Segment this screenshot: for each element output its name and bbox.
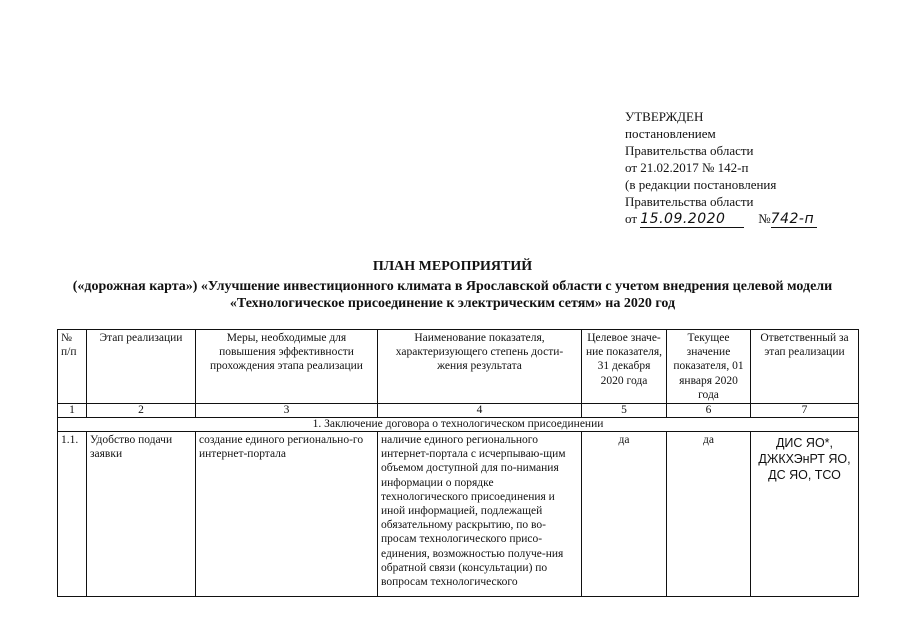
column-number: 4: [378, 404, 582, 418]
approval-block: [625, 108, 817, 228]
approval-line-date-number: от 21.02.2017 № 142-п: [625, 160, 749, 175]
row-indicator: наличие единого регионального интернет-портала с исчерпываю-щим объемом доступной для по-нимания информации о порядке технологического присоединения и иной информацией, подлежащей обязательному раскрытию, по во-просам технологического присо-единения, возможностью получе-ния обратной связи (консультации) по вопросам технологического: [378, 432, 582, 597]
document-subtitle: («дорожная карта») «Улучшение инвестиционного климата в Ярославской области с учетом внедрения целевой модели «Технологическое присоединение к электрическим сетям» на 2020 год: [72, 279, 833, 311]
approval-line-resolution: постановлением: [625, 126, 716, 141]
table-row: [58, 432, 859, 597]
approval-line-government: Правительства области: [625, 143, 754, 158]
approval-line-edition: (в редакции постановления: [625, 177, 777, 192]
row-measures: создание единого регионально-го интернет-портала: [196, 432, 378, 597]
column-number: 6: [667, 404, 751, 418]
header-responsible: Ответственный за этап реализации: [751, 330, 859, 404]
column-numbers-row: [58, 404, 859, 418]
section-row: [58, 418, 859, 432]
header-measures: Меры, необходимые для повышения эффективности прохождения этапа реализации: [196, 330, 378, 404]
number-label: №: [758, 211, 771, 226]
header-indicator: Наименование показателя, характеризующего степень дости-жения результата: [378, 330, 582, 404]
column-number: 3: [196, 404, 378, 418]
row-responsible: ДИС ЯО*, ДЖКХЭнРТ ЯО, ДС ЯО, ТСО: [751, 432, 859, 597]
handwritten-number: 742-п: [771, 212, 817, 228]
header-target-value: Целевое значе-ние показателя, 31 декабря 2020 года: [582, 330, 667, 404]
approval-line-government-2: Правительства области: [625, 194, 754, 209]
roadmap-table: [57, 329, 859, 597]
table-header-row: [58, 330, 859, 404]
header-number: № п/п: [58, 330, 87, 404]
column-number: 5: [582, 404, 667, 418]
header-current-value: Текущее значение показателя, 01 января 2020 года: [667, 330, 751, 404]
approval-line-approved: УТВЕРЖДЕН: [625, 109, 704, 124]
document-title: ПЛАН МЕРОПРИЯТИЙ: [372, 259, 533, 274]
column-number: 7: [751, 404, 859, 418]
row-current-value: да: [667, 432, 751, 597]
column-number: 2: [87, 404, 196, 418]
section-title: 1. Заключение договора о технологическом присоединении: [58, 418, 859, 432]
row-target-value: да: [582, 432, 667, 597]
approval-line-amendment: [625, 210, 817, 228]
header-stage: Этап реализации: [87, 330, 196, 404]
row-stage: Удобство подачи заявки: [87, 432, 196, 597]
handwritten-date: 15.09.2020: [640, 212, 744, 228]
row-number: 1.1.: [58, 432, 87, 597]
column-number: 1: [58, 404, 87, 418]
from-label: от: [625, 211, 638, 226]
